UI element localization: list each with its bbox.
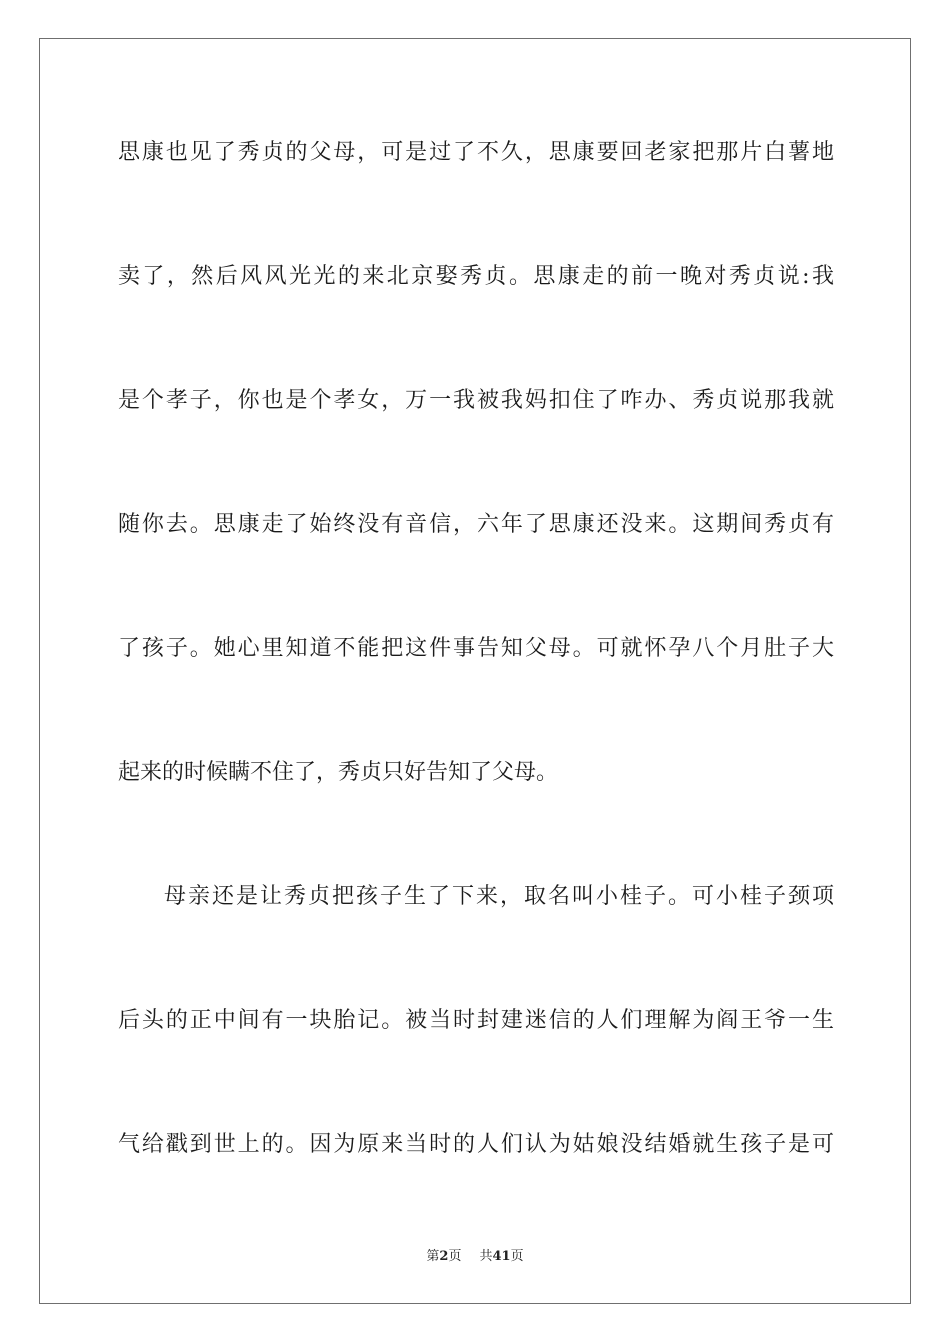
total-suffix: 页 [510, 1249, 524, 1264]
body-text-line: 随你去。思康走了始终没有音信，六年了思康还没来。这期间秀贞有 [118, 512, 834, 537]
total-pages: 41 [492, 1249, 511, 1264]
body-text-line: 了孩子。她心里知道不能把这件事告知父母。可就怀孕八个月肚子大 [118, 636, 834, 661]
body-text-line: 是个孝子，你也是个孝女，万一我被我妈扣住了咋办、秀贞说那我就 [118, 388, 834, 413]
page-footer [0, 1248, 950, 1266]
body-text-line: 后头的正中间有一块胎记。被当时封建迷信的人们理解为阎王爷一生 [118, 1008, 834, 1033]
body-text-line: 起来的时候瞒不住了，秀贞只好告知了父母。 [118, 760, 559, 785]
page-prefix: 第 [426, 1249, 440, 1264]
page-suffix: 页 [448, 1249, 462, 1264]
total-prefix: 共 [479, 1249, 493, 1264]
body-text-line: 思康也见了秀贞的父母，可是过了不久，思康要回老家把那片白薯地 [118, 140, 834, 165]
page-number: 2 [439, 1249, 449, 1264]
page-border [39, 38, 911, 1304]
body-text-line: 卖了，然后风风光光的来北京娶秀贞。思康走的前一晚对秀贞说:我 [118, 264, 834, 289]
body-text-line: 气给戳到世上的。因为原来当时的人们认为姑娘没结婚就生孩子是可 [118, 1132, 834, 1157]
paragraph-first-line: 母亲还是让秀贞把孩子生了下来，取名叫小桂子。可小桂子颈项 [164, 884, 834, 909]
